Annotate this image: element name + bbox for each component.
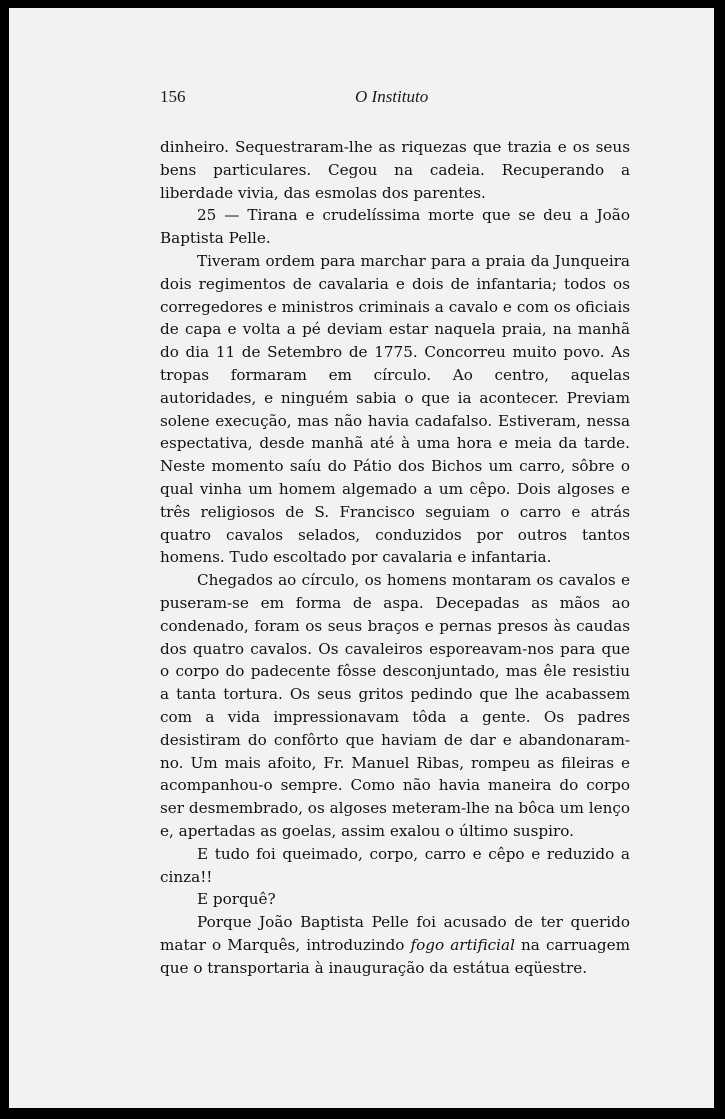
paragraph-text: E tudo foi queimado, corpo, carro e cêpo e reduzido a cinza!! — [160, 844, 630, 886]
page-number: 156 — [160, 87, 186, 106]
paragraph — [160, 569, 630, 843]
paragraph-text: 25 — Tirana e crudelíssima morte que se deu a João Baptista Pelle. — [160, 206, 630, 248]
page-header — [160, 87, 630, 113]
paragraph-text: Chegados ao círculo, os homens montaram os cavalos e puseram-se em forma de aspa. Decepadas as mãos ao condenado, foram os seus braços e pernas presos às caudas dos quatro cavalos. Os cavaleiros esporeavam-nos para que o corpo do padecente fôsse desconjuntado, mas êle resistiu a tanta tortura. Os seus gritos pedindo que lhe acabassem com a vida impressionavam tôda a gente. Os padres desistiram do confôrto que haviam de dar e abandonaram-no. Um mais afoito, Fr. Manuel Ribas, rompeu as fileiras e acompanhou-o sempre. Como não havia maneira do corpo ser desmembrado, os algoses meteram-lhe na bôca um lenço e, apertadas as goelas, assim exalou o último suspiro. — [160, 571, 630, 840]
paragraph — [160, 888, 630, 911]
paragraph — [160, 136, 630, 204]
paragraph-text: E porquê? — [197, 890, 276, 909]
paragraph-text: Tiveram ordem para marchar para a praia da Junqueira dois regimentos de cavalaria e dois de infantaria; todos os corregedores e ministros criminais a cavalo e com os oficiais de capa e volta a pé deviam estar naquela praia, na manhã do dia 11 de Setembro de 1775. Concorreu muito povo. As tropas formaram em círculo. Ao centro, aquelas autoridades, e ninguém sabia o que ia acontecer. Previam solene execução, mas não havia cadafalso. Estiveram, nessa espectativa, desde manhã até à uma hora e meia da tarde. Neste momento saíu do Pátio dos Bichos um carro, sôbre o qual vinha um homem algemado a um cêpo. Dois algoses e três religiosos de S. Francisco seguiam o carro e atrás quatro cavalos selados, conduzidos por outros tantos homens. Tudo escoltado por cavalaria e infantaria. — [160, 251, 630, 567]
running-title: O Instituto — [355, 87, 429, 106]
italic-term: fogo artificial — [410, 935, 515, 954]
document-page — [9, 8, 714, 1108]
paragraph — [160, 204, 630, 250]
paragraph — [160, 843, 630, 889]
paragraph — [160, 250, 630, 569]
paragraph-text: Porque João Baptista Pelle foi acusado de ter querido matar o Marquês, introduzindo — [160, 913, 630, 954]
paragraph — [160, 911, 630, 979]
body-text — [160, 136, 630, 979]
paragraph-text: dinheiro. Sequestraram-lhe as riquezas que trazia e os seus bens particulares. Cegou na cadeia. Recuperando a liberdade vivia, das esmolas dos parentes. — [160, 138, 630, 202]
paragraph-text: na carruagem que o transportaria à inauguração da estátua eqüestre. — [160, 935, 630, 977]
